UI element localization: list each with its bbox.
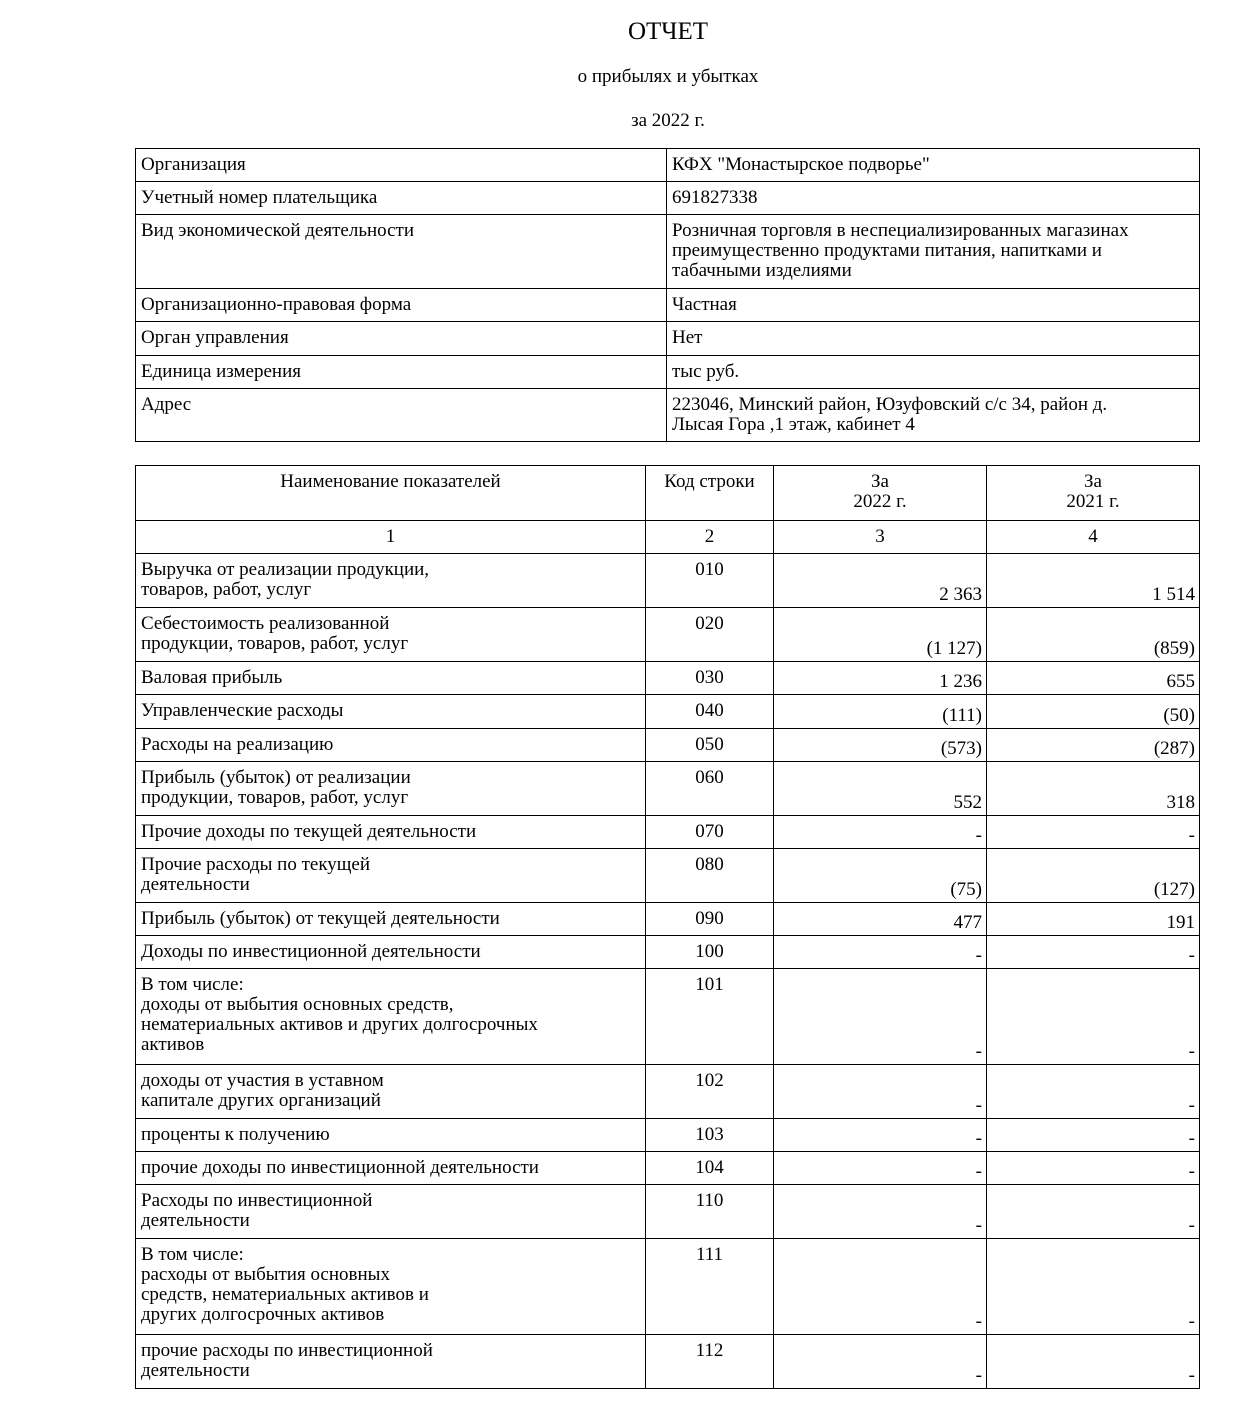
- indicator-name: Прочие расходы по текущей деятельности: [136, 849, 646, 903]
- info-row: [136, 215, 1200, 289]
- value-2021: -: [987, 936, 1200, 969]
- row-code: 050: [646, 729, 774, 762]
- value-2021: -: [987, 1335, 1200, 1389]
- value-2021: -: [987, 1065, 1200, 1119]
- row-code: 080: [646, 849, 774, 903]
- value-2021: (127): [987, 849, 1200, 903]
- table-row: [136, 1335, 1200, 1389]
- indicator-name: проценты к получению: [136, 1119, 646, 1152]
- info-value: 223046, Минский район, Юзуфовский с/с 34, район д. Лысая Гора ,1 этаж, кабинет 4: [667, 389, 1200, 442]
- info-value: тыс руб.: [667, 356, 1200, 389]
- value-2022: (75): [774, 849, 987, 903]
- row-code: 104: [646, 1152, 774, 1185]
- table-row: [136, 1152, 1200, 1185]
- row-code: 040: [646, 695, 774, 729]
- report-subtitle: о прибылях и убытках: [577, 66, 759, 87]
- table-row: [136, 936, 1200, 969]
- value-2021: (50): [987, 695, 1200, 729]
- indicator-name: Расходы на реализацию: [136, 729, 646, 762]
- value-2022: -: [774, 1065, 987, 1119]
- indicator-name: доходы от участия в уставном капитале других организаций: [136, 1065, 646, 1119]
- value-2022: 552: [774, 762, 987, 816]
- value-2021: -: [987, 1239, 1200, 1335]
- indicator-name: Расходы по инвестиционной деятельности: [136, 1185, 646, 1239]
- indicator-name: Прочие доходы по текущей деятельности: [136, 816, 646, 849]
- info-value: Частная: [667, 289, 1200, 322]
- table-row: [136, 729, 1200, 762]
- info-label: Единица измерения: [136, 356, 667, 389]
- value-2021: (859): [987, 608, 1200, 662]
- value-2021: -: [987, 816, 1200, 849]
- table-row: [136, 969, 1200, 1065]
- organization-info-table: [135, 148, 1200, 442]
- info-label: Организационно-правовая форма: [136, 289, 667, 322]
- row-code: 102: [646, 1065, 774, 1119]
- column-header-2022: За 2022 г.: [774, 466, 987, 521]
- info-value: КФХ "Монастырское подворье": [667, 149, 1200, 182]
- value-2021: -: [987, 969, 1200, 1065]
- row-code: 110: [646, 1185, 774, 1239]
- info-row: [136, 389, 1200, 442]
- row-code: 111: [646, 1239, 774, 1335]
- info-value: Нет: [667, 322, 1200, 356]
- indicator-name: Себестоимость реализованной продукции, товаров, работ, услуг: [136, 608, 646, 662]
- row-code: 030: [646, 662, 774, 695]
- info-value: Розничная торговля в неспециализированных магазинах преимущественно продуктами питания, напитками и табачными изделиями: [667, 215, 1200, 289]
- value-2021: 1 514: [987, 554, 1200, 608]
- table-row: [136, 816, 1200, 849]
- value-2022: 1 236: [774, 662, 987, 695]
- table-row: [136, 762, 1200, 816]
- table-row: [136, 608, 1200, 662]
- value-2021: 655: [987, 662, 1200, 695]
- indicator-name: Управленческие расходы: [136, 695, 646, 729]
- row-code: 020: [646, 608, 774, 662]
- value-2021: 191: [987, 903, 1200, 936]
- indicator-name: Выручка от реализации продукции, товаров, работ, услуг: [136, 554, 646, 608]
- info-label: Учетный номер плательщика: [136, 182, 667, 215]
- table-row: [136, 849, 1200, 903]
- info-row: [136, 289, 1200, 322]
- column-header-name: Наименование показателей: [136, 466, 646, 521]
- value-2022: (573): [774, 729, 987, 762]
- column-header-2021: За 2021 г.: [987, 466, 1200, 521]
- info-row: [136, 149, 1200, 182]
- indicator-name: Доходы по инвестиционной деятельности: [136, 936, 646, 969]
- report-period: за 2022 г.: [631, 110, 705, 131]
- info-value: 691827338: [667, 182, 1200, 215]
- value-2022: (111): [774, 695, 987, 729]
- row-code: 010: [646, 554, 774, 608]
- value-2022: -: [774, 969, 987, 1065]
- row-code: 101: [646, 969, 774, 1065]
- column-number-1: 1: [136, 521, 646, 554]
- indicator-name: В том числе: доходы от выбытия основных средств, нематериальных активов и других долгосрочных активов: [136, 969, 646, 1065]
- table-header-row: [136, 466, 1200, 521]
- table-row: [136, 554, 1200, 608]
- info-row: [136, 356, 1200, 389]
- profit-loss-table: [135, 465, 1200, 1389]
- info-label: Орган управления: [136, 322, 667, 356]
- value-2022: 477: [774, 903, 987, 936]
- table-row: [136, 1065, 1200, 1119]
- value-2022: -: [774, 1239, 987, 1335]
- value-2022: -: [774, 1335, 987, 1389]
- value-2021: (287): [987, 729, 1200, 762]
- value-2021: 318: [987, 762, 1200, 816]
- indicator-name: прочие доходы по инвестиционной деятельности: [136, 1152, 646, 1185]
- indicator-name: В том числе: расходы от выбытия основных средств, нематериальных активов и других долгосрочных активов: [136, 1239, 646, 1335]
- info-label: Вид экономической деятельности: [136, 215, 667, 289]
- table-row: [136, 1185, 1200, 1239]
- value-2022: 2 363: [774, 554, 987, 608]
- table-row: [136, 1239, 1200, 1335]
- table-row: [136, 1119, 1200, 1152]
- indicator-name: Прибыль (убыток) от текущей деятельности: [136, 903, 646, 936]
- row-code: 060: [646, 762, 774, 816]
- info-label: Организация: [136, 149, 667, 182]
- value-2021: -: [987, 1119, 1200, 1152]
- column-number-4: 4: [987, 521, 1200, 554]
- value-2022: -: [774, 1185, 987, 1239]
- value-2021: -: [987, 1152, 1200, 1185]
- value-2022: (1 127): [774, 608, 987, 662]
- row-code: 070: [646, 816, 774, 849]
- indicator-name: прочие расходы по инвестиционной деятельности: [136, 1335, 646, 1389]
- row-code: 100: [646, 936, 774, 969]
- column-number-3: 3: [774, 521, 987, 554]
- indicator-name: Прибыль (убыток) от реализации продукции, товаров, работ, услуг: [136, 762, 646, 816]
- row-code: 103: [646, 1119, 774, 1152]
- column-number-row: [136, 521, 1200, 554]
- indicator-name: Валовая прибыль: [136, 662, 646, 695]
- info-row: [136, 182, 1200, 215]
- report-title: ОТЧЕТ: [627, 18, 709, 45]
- column-header-code: Код строки: [646, 466, 774, 521]
- table-row: [136, 662, 1200, 695]
- value-2022: -: [774, 816, 987, 849]
- row-code: 090: [646, 903, 774, 936]
- info-label: Адрес: [136, 389, 667, 442]
- row-code: 112: [646, 1335, 774, 1389]
- value-2022: -: [774, 936, 987, 969]
- info-row: [136, 322, 1200, 356]
- column-number-2: 2: [646, 521, 774, 554]
- value-2021: -: [987, 1185, 1200, 1239]
- value-2022: -: [774, 1152, 987, 1185]
- value-2022: -: [774, 1119, 987, 1152]
- table-row: [136, 695, 1200, 729]
- table-row: [136, 903, 1200, 936]
